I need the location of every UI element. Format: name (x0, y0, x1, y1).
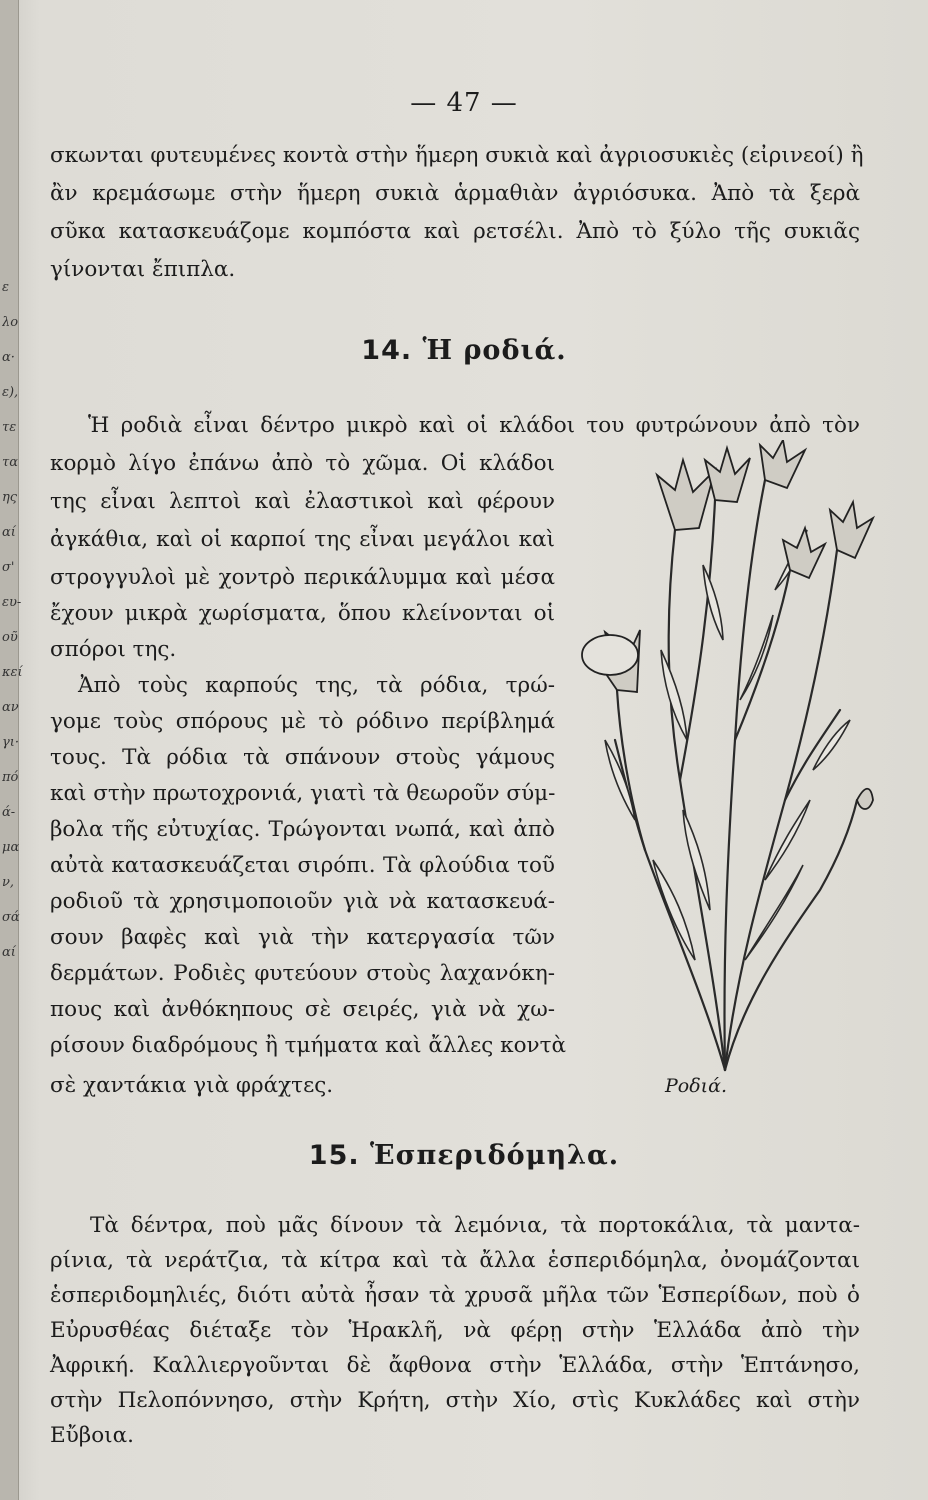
text-line: τους. Τὰ ρόδια τὰ σπάνουν στοὺς γάμους (50, 745, 555, 770)
margin-fragment: ης (2, 490, 18, 505)
text-line: ἀγκάθια, καὶ οἱ καρποί της εἶναι μεγάλοι καὶ (50, 527, 555, 552)
margin-fragment: ν, (2, 875, 15, 890)
section-title: Ἡ ροδιά. (422, 335, 567, 366)
section-heading-14 (0, 335, 928, 366)
section-title: Ἑσπεριδόμηλα. (370, 1140, 620, 1171)
text-line: καὶ στὴν πρωτοχρονιά, γιατὶ τὰ θεωροῦν σύμ- (50, 781, 556, 806)
text-line: Εὔβοια. (50, 1423, 134, 1448)
text-line: Ἡ ροδιὰ εἶναι δέντρο μικρὸ καὶ οἱ κλάδοι του φυτρώνουν ἀπὸ τὸν (88, 413, 860, 438)
text-line: Ἀφρική. Καλλιεργοῦνται δὲ ἄφθονα στὴν Ἑλλάδα, στὴν Ἑπτάνησο, (50, 1353, 860, 1378)
text-line: βολα τῆς εὐτυχίας. Τρώγονται νωπά, καὶ ἀπὸ (50, 817, 555, 842)
illustration-caption: Ροδιά. (665, 1075, 727, 1097)
text-line: ρίνια, τὰ νεράτζια, τὰ κίτρα καὶ τὰ ἄλλα ἑσπεριδόμηλα, ὀνομάζονται (50, 1248, 860, 1273)
margin-fragments (2, 270, 32, 970)
text-line: πους καὶ ἀνθόκηπους σὲ σειρές, γιὰ νὰ χω- (50, 997, 555, 1022)
margin-fragment: τα (2, 455, 18, 470)
margin-fragment: ευ- (2, 595, 22, 610)
margin-fragment: μα (2, 840, 20, 855)
margin-fragment: α· (2, 350, 15, 365)
margin-fragment: πό (2, 770, 19, 785)
margin-fragment: οῦ (2, 630, 18, 645)
text-line: κορμὸ λίγο ἐπάνω ἀπὸ τὸ χῶμα. Οἱ κλάδοι (50, 451, 555, 476)
margin-fragment: ά- (2, 805, 16, 820)
margin-fragment: λο (2, 315, 19, 330)
text-line: σῦκα κατασκευάζομε κομπόστα καὶ ρετσέλι. Ἀπὸ τὸ ξύλο τῆς συκιᾶς (50, 219, 860, 244)
margin-fragment: γι· (2, 735, 19, 750)
margin-fragment: σ' (2, 560, 15, 575)
margin-fragment: τε (2, 420, 17, 435)
text-line: γομε τοὺς σπόρους μὲ τὸ ρόδινο περίβλημά (50, 709, 555, 734)
margin-fragment: ε (2, 280, 9, 295)
margin-fragment: αί (2, 525, 16, 540)
text-line: Τὰ δέντρα, ποὺ μᾶς δίνουν τὰ λεμόνια, τὰ πορτοκάλια, τὰ μαντα- (90, 1213, 860, 1238)
text-line: στρογγυλοὶ μὲ χοντρὸ περικάλυμμα καὶ μέσα (50, 565, 555, 590)
text-line: Ἀπὸ τοὺς καρπούς της, τὰ ρόδια, τρώ- (78, 673, 555, 698)
margin-fragment: ε), (2, 385, 19, 400)
margin-fragment: σά (2, 910, 20, 925)
margin-fragment: αν (2, 700, 19, 715)
text-line: ἑσπεριδομηλιές, διότι αὐτὰ ἦσαν τὰ χρυσᾶ μῆλα τῶν Ἑσπερίδων, ποὺ ὁ (50, 1283, 860, 1308)
section-number: 15. (308, 1140, 360, 1171)
section-number: 14. (361, 335, 413, 366)
margin-fragment: αί (2, 945, 16, 960)
text-line: ρίσουν διαδρόμους ἢ τμήματα καὶ ἄλλες κοντὰ (50, 1033, 567, 1058)
section-heading-15 (0, 1140, 928, 1171)
text-line: γίνονται ἔπιπλα. (50, 257, 236, 282)
page-number: — 47 — (410, 88, 518, 118)
pomegranate-illustration (575, 440, 875, 1080)
text-line: στὴν Πελοπόννησο, στὴν Κρήτη, στὴν Χίο, στὶς Κυκλάδες καὶ στὴν (50, 1388, 860, 1413)
text-line: σκωνται φυτευμένες κοντὰ στὴν ἥμερη συκιὰ καὶ ἀγριοσυκιὲς (εἰρινεοί) ἢ (50, 143, 864, 168)
text-line: της εἶναι λεπτοὶ καὶ ἐλαστικοὶ καὶ φέρουν (50, 489, 555, 514)
text-line: ἔχουν μικρὰ χωρίσματα, ὅπου κλείνονται οἱ (50, 601, 555, 626)
text-line: δερμάτων. Ροδιὲς φυτεύουν στοὺς λαχανόκη- (50, 961, 555, 986)
text-line: ἂν κρεμάσωμε στὴν ἥμερη συκιὰ ἁρμαθιὰν ἀγριόσυκα. Ἀπὸ τὰ ξερὰ (50, 181, 860, 206)
text-line: αὐτὰ κατασκευάζεται σιρόπι. Τὰ φλούδια τοῦ (50, 853, 555, 878)
text-line: σὲ χαντάκια γιὰ φράχτες. (50, 1073, 334, 1098)
margin-fragment: κεί (2, 665, 23, 680)
text-line: Εὐρυσθέας διέταξε τὸν Ἡρακλῆ, νὰ φέρῃ στὴν Ἑλλάδα ἀπὸ τὴν (50, 1318, 860, 1343)
text-line: σπόροι της. (50, 637, 177, 662)
text-line: ροδιοῦ τὰ χρησιμοποιοῦν γιὰ νὰ κατασκευά- (50, 889, 555, 914)
text-line: σουν βαφὲς καὶ γιὰ τὴν κατεργασία τῶν (50, 925, 555, 950)
